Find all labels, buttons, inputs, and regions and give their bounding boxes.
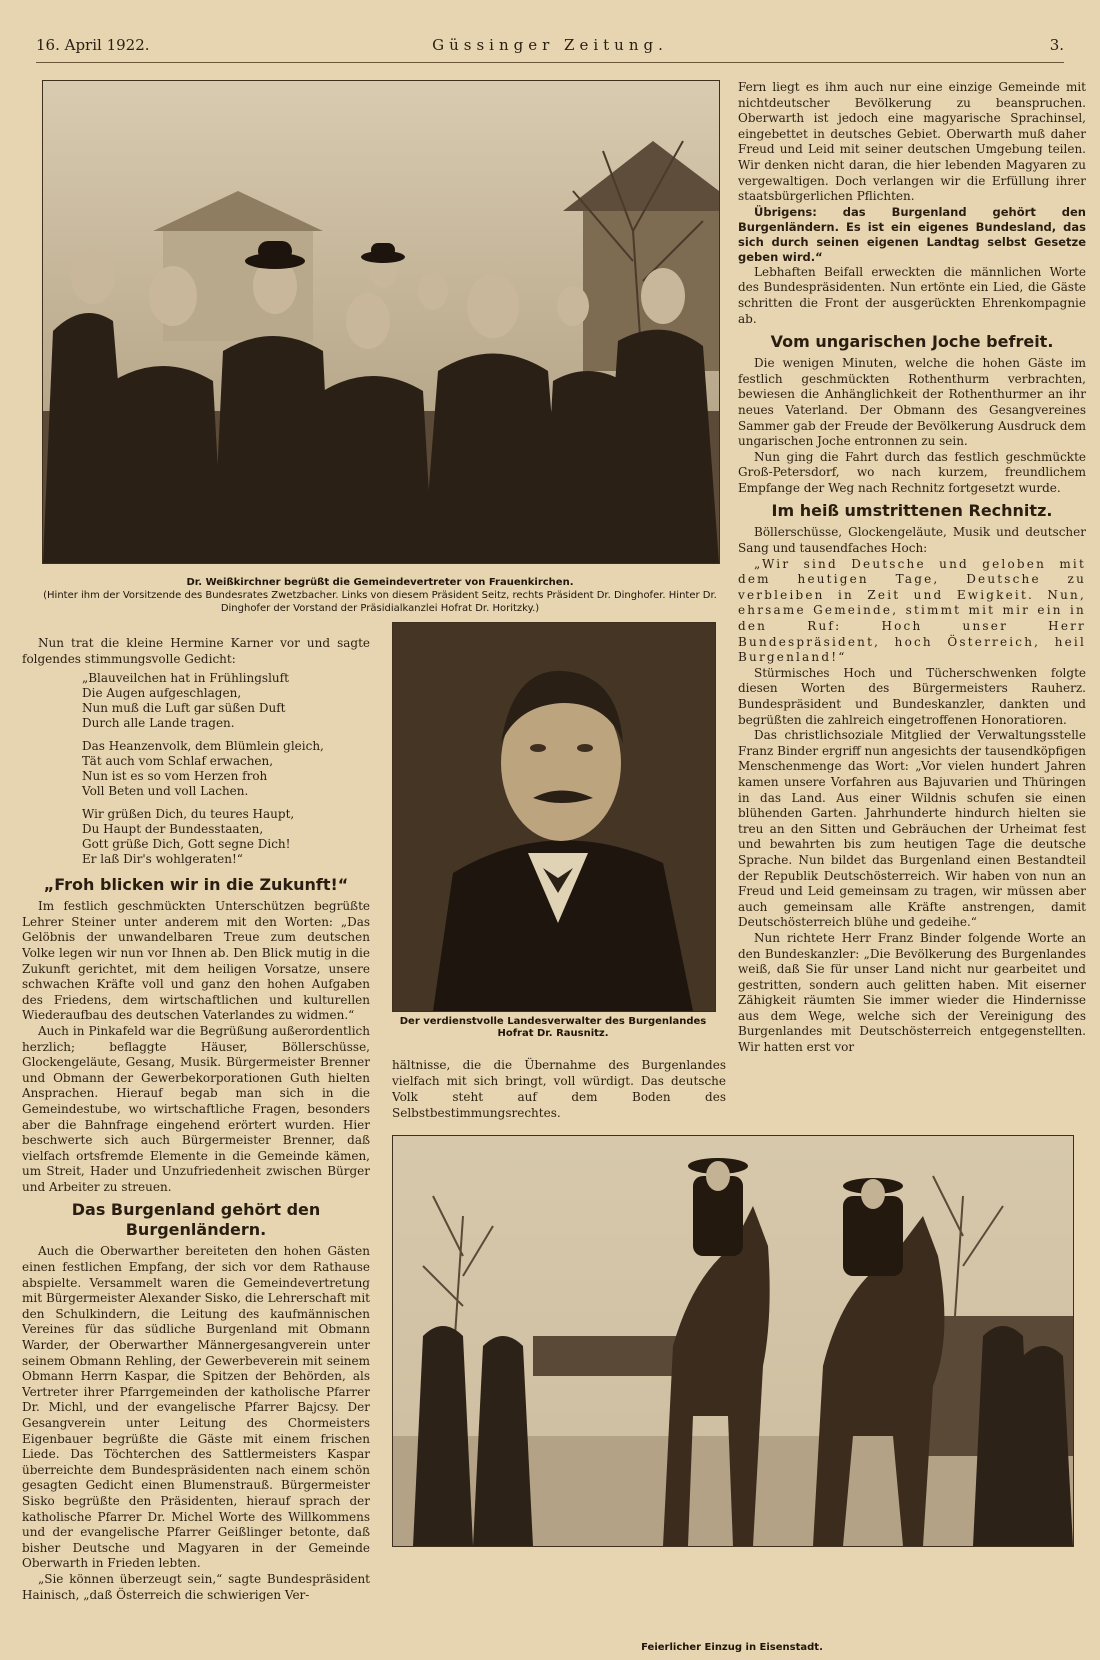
paragraph: Stürmisches Hoch und Tücherschwenken folgte diesen Worten des Bürgermeisters Rauherz. Bundespräsident und Bundeskanzler, dankten und begrüßten die zahlreich eingetroffenen Honoratioren. bbox=[738, 665, 1086, 727]
photo-portrait-rausnitz bbox=[392, 622, 716, 1012]
newspaper-title: Güssinger Zeitung. bbox=[432, 36, 668, 54]
paragraph: Auch die Oberwarther bereiteten den hohen Gästen einen festlichen Empfang, der sich vor dem Rathause abspielte. Versammelt waren die Gemeindevertretung mit Bürgermeister Alexander Sisko, die Lehrerschaft mit den Schulkindern, die Leitung des kaufmännischen Vereines für das südliche Burgenland mit Obmann Warder, der Oberwarther Männergesangverein unter seinem Obmann Rehling, der Gewerbeverein mit seinem Obmann Herrn Kaspar, die Spitzen der Behörden, als Vertreter ihrer Pfarrgemeinden der katholische Pfarrer Dr. Michl, und der evangelische Pfarrer Bajcsy. Der Gesangverein unter Leitung des Chormeisters Eigenbauer begrüßte die Gäste mit einem frischen Liede. Das Töchterchen des Sattlermeisters Kaspar überreichte dem Bundespräsidenten nach einem schön gesagten Gedicht einen Blumenstrauß. Bürgermeister Sisko begrüßte den Präsidenten, hierauf sprach der katholische Pfarrer Dr. Michel Worte des Willkommens und der evangelische Pfarrer Geißlinger betonte, daß bisher Deutsche und Magyaren in der Gemeinde Oberwarth in Frieden lebten. bbox=[22, 1244, 370, 1571]
header-rule bbox=[36, 62, 1064, 63]
poem-line: „Blauveilchen hat in Frühlingsluft bbox=[82, 671, 289, 686]
paragraph: Lebhaften Beifall erweckten die männlichen Worte des Bundespräsidenten. Nun ertönte ein Lied, die Gäste schritten die Front der ausgerückten Ehrenkompagnie ab. bbox=[738, 264, 1086, 326]
paragraph: Nun richtete Herr Franz Binder folgende Worte an den Bundeskanzler: „Die Bevölkerung des Burgenlandes weiß, daß Sie für unser Land nicht nur gearbeitet und gestritten, sondern auch gelitten haben. Mit eiserner Zähigkeit räumten Sie immer wieder die Hindernisse aus dem Wege, welche sich der Vereinigung des Burgenlandes mit Deutschösterreich entgegenstellten. Wir hatten erst vor bbox=[738, 930, 1086, 1055]
poem-line: Nun muß die Luft gar süßen Duft bbox=[82, 701, 286, 716]
right-column bbox=[738, 80, 1086, 1110]
poem-line: Das Heanzenvolk, dem Blümlein gleich, bbox=[82, 739, 324, 754]
paragraph-bold: Übrigens: das Burgenland gehört den Burgenländern. Es ist ein eigenes Bundesland, das sich durch seinen eigenen Landtag selbst Gesetze geben wird.“ bbox=[738, 204, 1086, 264]
poem-line: Voll Beten und voll Lachen. bbox=[82, 784, 249, 799]
caption-title: Dr. Weißkirchner begrüßt die Gemeindevertreter von Frauenkirchen. bbox=[186, 577, 574, 588]
poem-stanza-3 bbox=[82, 807, 370, 867]
paragraph-spaced: „Wir sind Deutsche und geloben mit dem heutigen Tage, Deutsche zu verbleiben in Zeit und Ewigkeit. Nun, ehrsame Gemeinde, stimmt mit mir ein in den Ruf: Hoch unser Herr Bundespräsident, hoch Österreich, heil Burgenland!“ bbox=[738, 556, 1086, 665]
photo-officials-caption bbox=[40, 576, 720, 615]
poem-line: Tät auch vom Schlaf erwachen, bbox=[82, 754, 274, 769]
poem-line: Nun ist es so vom Herzen froh bbox=[82, 769, 268, 784]
left-column bbox=[22, 636, 370, 1656]
caption-detail: (Hinter ihm der Vorsitzende des Bundesrates Zwetzbacher. Links von diesem Präsident Seitz, rechts Präsident Dr. Dinghofer. Hinter Dr. Dinghofer der Vorstand der Präsidialkanzlei Hofrat Dr. Horitzky.) bbox=[43, 590, 717, 614]
section-heading: Das Burgenland gehört den Burgenländern. bbox=[71, 1200, 321, 1240]
paragraph: hältnisse, die die Übernahme des Burgenlandes vielfach mit sich bringt, voll würdigt. Das deutsche Volk steht auf dem Boden des Selbstbestimmungsrechtes. bbox=[392, 1058, 726, 1120]
section-heading: Im heiß umstrittenen Rechnitz. bbox=[771, 501, 1053, 521]
poem-line: Er laß Dir's wohlgeraten!“ bbox=[82, 852, 243, 867]
paragraph: Die wenigen Minuten, welche die hohen Gäste im festlich geschmückten Rothenthurm verbrachten, bewiesen die Anhänglichkeit der Rothenthurmer an ihr neues Vaterland. Der Obmann des Gesangvereines Sammer gab der Freude der Bevölkerung Ausdruck dem ungarischen Joche entronnen zu sein. bbox=[738, 356, 1086, 449]
issue-date: 16. April 1922. bbox=[36, 36, 150, 54]
poem-line: Durch alle Lande tragen. bbox=[82, 716, 235, 731]
page-header bbox=[36, 36, 1064, 60]
photo-procession bbox=[392, 1135, 1074, 1547]
paragraph: Nun ging die Fahrt durch das festlich geschmückte Groß-Petersdorf, wo nach kurzem, freundlichem Empfange der Weg nach Rechnitz fortgesetzt wurde. bbox=[738, 449, 1086, 495]
poem-stanza-1 bbox=[82, 671, 370, 731]
paragraph: Fern liegt es ihm auch nur eine einzige Gemeinde mit nichtdeutscher Bevölkerung zu beanspruchen. Oberwarth ist jedoch eine magyarische Sprachinsel, eingebettet in deutsches Gebiet. Oberwarth muß daher Freud und Leid mit seiner deutschen Umgebung teilen. Wir denken nicht daran, die hier lebenden Magyaren zu vergewaltigen. Doch verlangen wir die Erfüllung ihrer staatsbürgerlichen Pflichten. bbox=[738, 80, 1086, 204]
photo-procession-caption: Feierlicher Einzug in Eisenstadt. bbox=[641, 1642, 823, 1653]
poem-stanza-2 bbox=[82, 739, 370, 799]
page-number: 3. bbox=[1049, 36, 1064, 54]
paragraph: Nun trat die kleine Hermine Karner vor und sagte folgendes stimmungsvolle Gedicht: bbox=[22, 636, 370, 666]
photo-officials-greeting bbox=[42, 80, 720, 564]
section-heading: Vom ungarischen Joche befreit. bbox=[770, 332, 1054, 352]
poem-line: Du Haupt der Bundesstaaten, bbox=[82, 822, 264, 837]
paragraph: Das christlichsoziale Mitglied der Verwaltungsstelle Franz Binder ergriff nun angesichts der tausendköpfigen Menschenmenge das Wort: „Vor vielen hundert Jahren kamen unsere Vorfahren aus Bajuvarien und Thüringen in das Land. Aus einer Wildnis schufen sie einen blühenden Garten. Jahrhunderte hindurch hielten sie treu an den Sitten und Gebräuchen der Urheimat fest und bewahrten bis zum heutigen Tage die deutsche Sprache. Nun bildet das Burgenland einen Bestandteil der Republik Deutschösterreich. Wir haben von nun an Freud und Leid gemeinsam zu tragen, wir müssen aber auch gemeinsam alle Kräfte anstrengen, damit Deutschösterreich blühe und gedeihe.“ bbox=[738, 728, 1086, 930]
photo-portrait-caption: Der verdienstvolle Landesverwalter des Burgenlandes Hofrat Dr. Rausnitz. bbox=[399, 1016, 707, 1039]
paragraph: „Sie können überzeugt sein,“ sagte Bundespräsident Hainisch, „daß Österreich die schwierigen Ver- bbox=[22, 1571, 370, 1602]
paragraph: Böllerschüsse, Glockengeläute, Musik und deutscher Sang und tausendfaches Hoch: bbox=[738, 525, 1086, 556]
paragraph: Auch in Pinkafeld war die Begrüßung außerordentlich herzlich; beflaggte Häuser, Böllerschüsse, Glockengeläute, Gesang, Musik. Bürgermeister Brenner und Obmann der Gewerbekorporationen Guth hielten Ansprachen. Hierauf begab man sich in die Gemeindestube, wo wirtschaftliche Fragen, besonders aber die Bahnfrage eingehend erörtert wurden. Hier beschwerte sich auch Bürgermeister Brenner, daß vielfach ortsfremde Elemente in die Gemeinde kämen, um Streit, Hader und Unzufriedenheit zwischen Bürger und Arbeiter zu streuen. bbox=[22, 1023, 370, 1194]
poem bbox=[82, 671, 370, 867]
middle-column bbox=[392, 1057, 726, 1121]
poem-line: Wir grüßen Dich, du teures Haupt, bbox=[82, 807, 295, 822]
paragraph: Im festlich geschmückten Unterschützen begrüßte Lehrer Steiner unter anderem mit den Worten: „Das Gelöbnis der unwandelbaren Treue zum deutschen Volke legen wir nun vor Ihnen ab. Den Blick mutig in die Zukunft gerichtet, mit dem heiligen Vorsatze, unsere schwachen Kräfte voll und ganz den hohen Aufgaben des Friedens, dem wirtschaftlichen und kulturellen Wiederaufbau des deutschen Vaterlandes zu widmen.“ bbox=[22, 899, 370, 1023]
section-heading: „Froh blicken wir in die Zukunft!“ bbox=[43, 875, 349, 895]
poem-line: Gott grüße Dich, Gott segne Dich! bbox=[82, 837, 291, 852]
poem-line: Die Augen aufgeschlagen, bbox=[82, 686, 242, 701]
